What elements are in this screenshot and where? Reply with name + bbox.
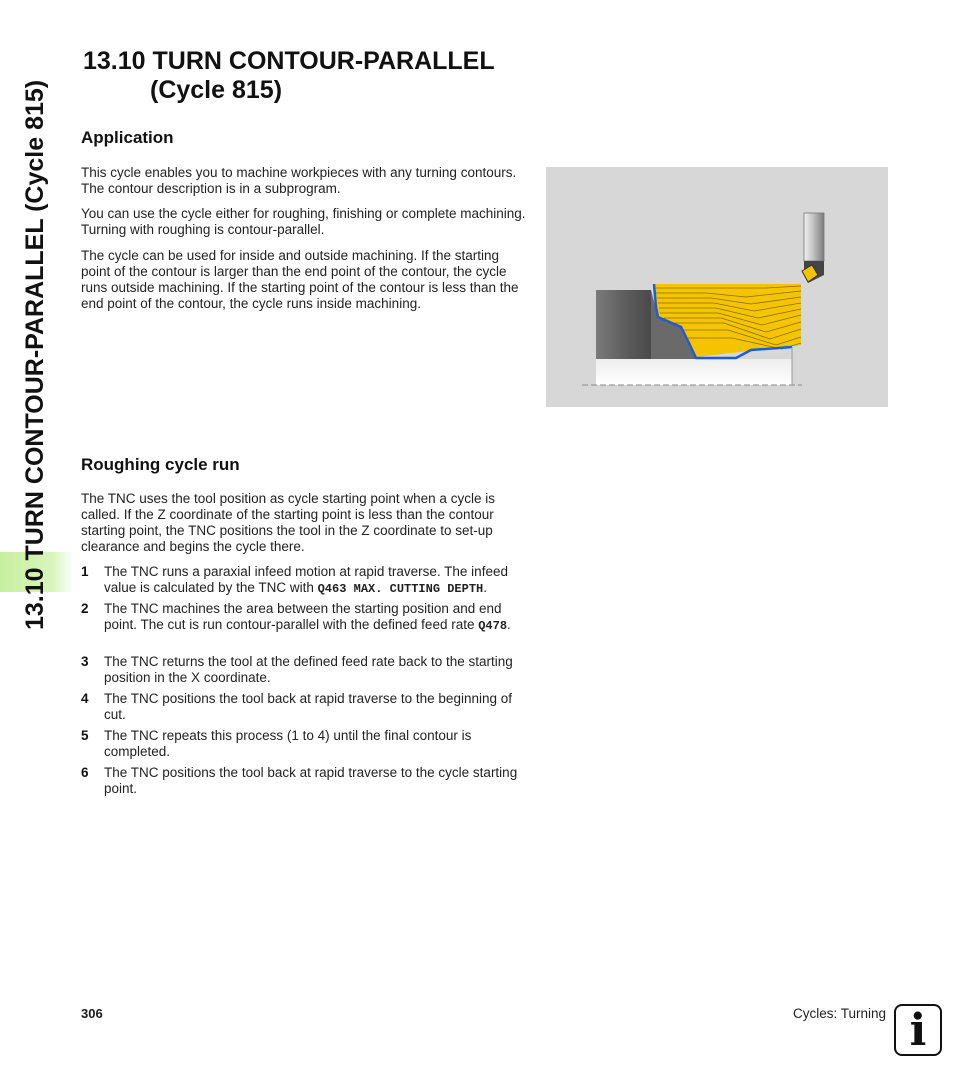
tool-holder (804, 213, 824, 261)
step-text: The TNC repeats this process (1 to 4) until the final contour is completed. (104, 728, 472, 759)
page-title-line1: 13.10 TURN CONTOUR-PARALLEL (83, 47, 495, 75)
step-number: 2 (81, 601, 89, 616)
page-title (83, 47, 495, 105)
roughing-heading: Roughing cycle run (81, 455, 240, 474)
step-number: 1 (81, 564, 89, 579)
turning-cycle-illustration (546, 167, 888, 407)
info-icon: i (894, 1004, 942, 1056)
workpiece-stock (596, 290, 651, 359)
workpiece-lower-part (596, 359, 792, 385)
application-paragraph-1: This cycle enables you to machine workpieces with any turning contours. The contour description is in a subprogram. (81, 165, 517, 196)
application-paragraph-3: The cycle can be used for inside and outside machining. If the starting point of the contour is larger than the end point of the contour, the cycle runs outside machining. If the starting point of the contour is less than the end point of the contour, the cycle runs inside machining. (81, 248, 519, 311)
page-number: 306 (81, 1006, 103, 1021)
page-title-line2: (Cycle 815) (150, 76, 283, 104)
step-number: 6 (81, 765, 89, 780)
step-number: 4 (81, 691, 89, 706)
application-heading: Application (81, 128, 174, 147)
roughing-intro: The TNC uses the tool position as cycle starting point when a cycle is called. If the Z coordinate of the starting point is less than the contour starting point, the TNC positions the tool in the Z coordinate to set-up clearance and begins the cycle there. (81, 491, 495, 554)
chapter-name: Cycles: Turning (792, 1006, 886, 1021)
step-text: The TNC runs a paraxial infeed motion at rapid traverse. The infeed value is calculated by the TNC with Q463 MAX. CUTTING DEPTH. (104, 564, 508, 596)
step-text: The TNC returns the tool at the defined feed rate back to the starting position in the X coordinate. (104, 654, 513, 685)
turning-diagram-svg (546, 167, 888, 407)
step-number: 5 (81, 728, 89, 743)
step-number: 3 (81, 654, 89, 669)
application-paragraph-2: You can use the cycle either for roughing, finishing or complete machining. Turning with roughing is contour-parallel. (81, 206, 526, 237)
step-code: Q478 (478, 619, 508, 633)
chapter-side-title-text: 13.10 TURN CONTOUR-PARALLEL (Cycle 815) (21, 79, 49, 630)
step-code: Q463 MAX. CUTTING DEPTH (317, 582, 484, 596)
step-text: The TNC machines the area between the starting position and end point. The cut is run contour-parallel with the defined feed rate Q478. (104, 601, 511, 633)
step-text: The TNC positions the tool back at rapid traverse to the cycle starting point. (104, 765, 518, 796)
step-text: The TNC positions the tool back at rapid traverse to the beginning of cut. (104, 691, 512, 722)
